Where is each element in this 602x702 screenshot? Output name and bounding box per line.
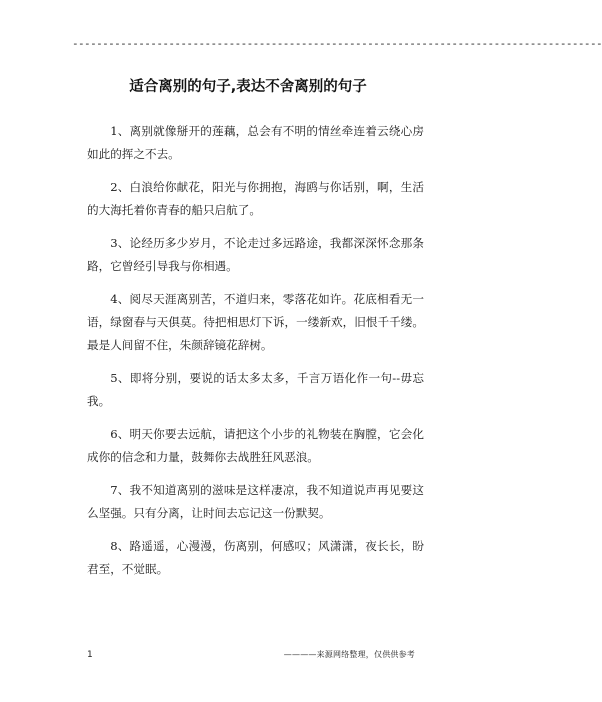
paragraph-7: 7、我不知道离别的滋味是这样凄凉，我不知道说声再见要这么坚强。只有分离，让时间去忘记这一份默契。 [87,483,424,520]
header-dashed-rule: ---------------------------------------------------------------------------------------- [72,37,602,50]
paragraph-2: 2、白浪给你献花，阳光与你拥抱，海鸥与你话别，啊，生活的大海托着你青春的船只启航了。 [87,180,424,217]
document-title: 适合离别的句子,表达不舍离别的句子 [129,79,367,95]
page-number: 1 [87,650,93,660]
paragraph-6: 6、明天你要去远航，请把这个小步的礼物装在胸膛，它会化成你的信念和力量，鼓舞你去战胜狂风恶浪。 [87,427,424,464]
paragraph-3: 3、论经历多少岁月，不论走过多远路途，我都深深怀念那条路，它曾经引导我与你相遇。 [87,236,424,273]
paragraph-8: 8、路遥遥，心漫漫，伤离别，何感叹；风潇潇，夜长长，盼君至，不觉眠。 [87,539,424,576]
source-note: ————来源网络整理，仅供供参考 [283,650,415,659]
page-footer [0,649,496,665]
paragraph-4: 4、阅尽天涯离别苦，不道归来，零落花如许。花底相看无一语，绿窗春与天俱莫。待把相思灯下诉，一缕新欢，旧恨千千缕。最是人间留不住，朱颜辞镜花辞树。 [87,292,424,352]
document-body [87,120,424,591]
paragraph-1: 1、离别就像掰开的莲藕，总会有不明的情丝牵连着云绕心房如此的挥之不去。 [87,124,424,161]
paragraph-5: 5、即将分别，要说的话太多太多，千言万语化作一句--毋忘我。 [87,371,424,408]
